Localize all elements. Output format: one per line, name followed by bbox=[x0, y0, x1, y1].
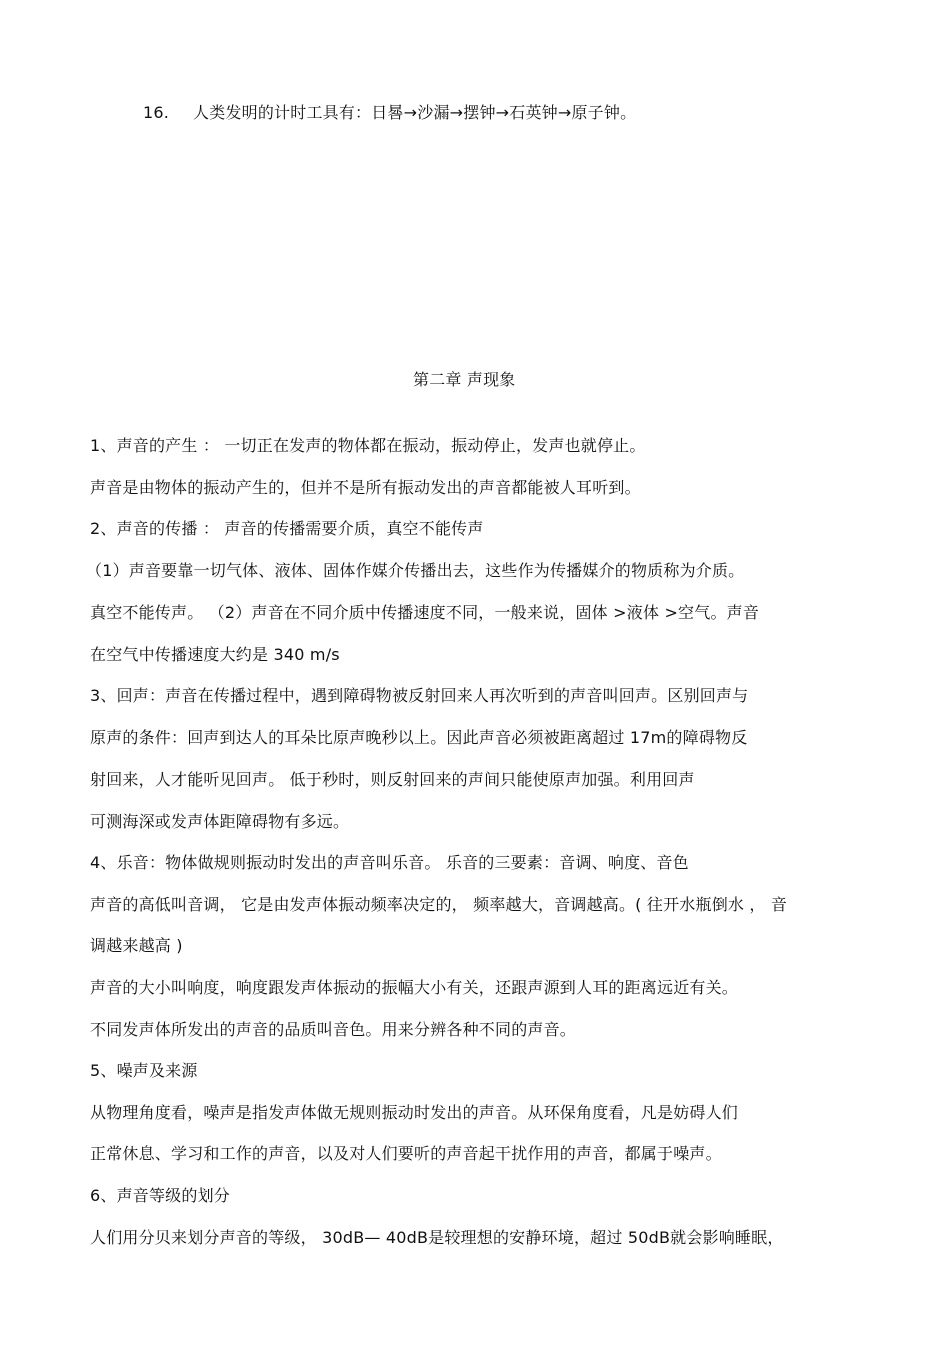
section-heading-sound-production: 1、声音的产生 ： 一切正在发声的物体都在振动，振动停止，发声也就停止。 bbox=[90, 436, 646, 455]
paragraph-line: 声音的高低叫音调， 它是由发声体振动频率决定的， 频率越大，音调越高。( 往开水瓶倒水 ， 音 bbox=[90, 895, 788, 914]
intro-line bbox=[143, 103, 636, 123]
section-heading-echo: 3、回声：声音在传播过程中，遇到障碍物被反射回来人再次听到的声音叫回声。区别回声与 bbox=[90, 686, 749, 705]
section-heading-sound-levels: 6、声音等级的划分 bbox=[90, 1186, 230, 1205]
section-heading-sound-propagation: 2、声音的传播 ： 声音的传播需要介质，真空不能传声 bbox=[90, 519, 484, 538]
section-heading-noise: 5、噪声及来源 bbox=[90, 1061, 198, 1080]
intro-number: 16. bbox=[143, 103, 170, 122]
chapter-title: 第二章 声现象 bbox=[413, 370, 516, 389]
paragraph-line: 声音的大小叫响度，响度跟发声体振动的振幅大小有关，还跟声源到人耳的距离远近有关。 bbox=[90, 978, 739, 997]
paragraph-line: （1）声音要靠一切气体、液体、固体作媒介传播出去，这些作为传播媒介的物质称为介质。 bbox=[86, 561, 745, 580]
paragraph-line: 真空不能传声。 （2）声音在不同介质中传播速度不同，一般来说，固体 >液体 >空气。声音 bbox=[90, 603, 760, 622]
paragraph-line: 射回来，人才能听见回声。 低于秒时，则反射回来的声间只能使原声加强。利用回声 bbox=[90, 770, 695, 789]
intro-text: 人类发明的计时工具有：日晷→沙漏→摆钟→石英钟→原子钟。 bbox=[193, 103, 637, 122]
paragraph-line: 原声的条件：回声到达人的耳朵比原声晚秒以上。因此声音必须被距离超过 17m的障碍物反 bbox=[90, 728, 748, 747]
paragraph-line: 从物理角度看，噪声是指发声体做无规则振动时发出的声音。从环保角度看，凡是妨碍人们 bbox=[90, 1103, 739, 1122]
paragraph-line: 正常休息、学习和工作的声音，以及对人们要听的声音起干扰作用的声音，都属于噪声。 bbox=[90, 1144, 722, 1163]
paragraph-line: 调越来越高 ) bbox=[90, 936, 183, 955]
paragraph-line: 可测海深或发声体距障碍物有多远。 bbox=[90, 812, 350, 831]
paragraph-line: 不同发声体所发出的声音的品质叫音色。用来分辨各种不同的声音。 bbox=[90, 1020, 577, 1039]
paragraph-line: 声音是由物体的振动产生的，但并不是所有振动发出的声音都能被人耳听到。 bbox=[90, 478, 641, 497]
section-heading-musical-sound: 4、乐音：物体做规则振动时发出的声音叫乐音。 乐音的三要素：音调、响度、音色 bbox=[90, 853, 689, 872]
paragraph-line: 在空气中传播速度大约是 340 m/s bbox=[90, 645, 340, 664]
paragraph-line: 人们用分贝来划分声音的等级， 30dB— 40dB是较理想的安静环境，超过 50dB就会影响睡眠， bbox=[90, 1228, 784, 1247]
